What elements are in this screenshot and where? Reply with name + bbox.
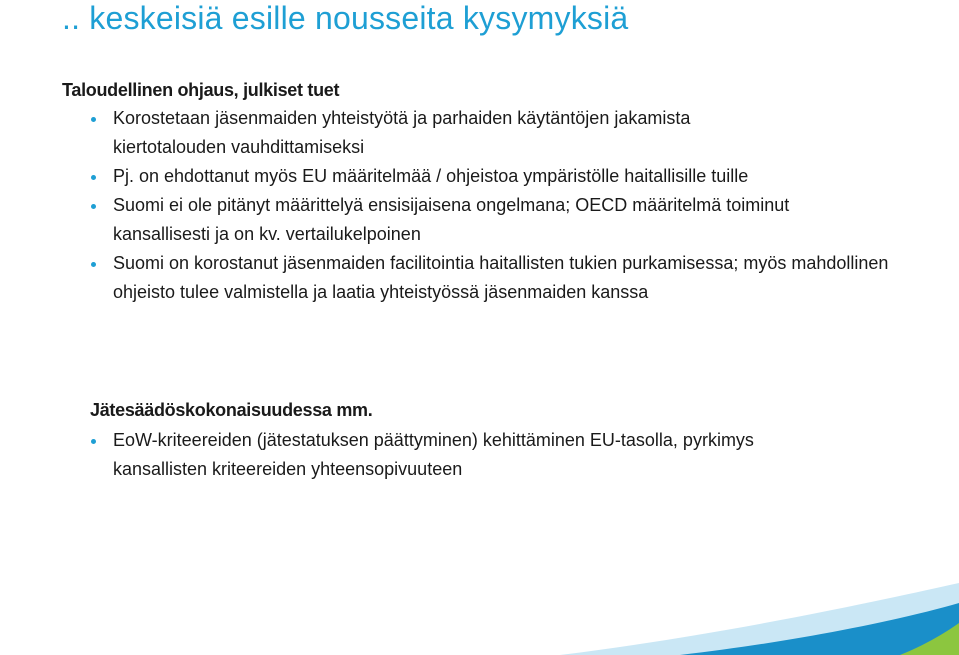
list-item	[0, 162, 900, 191]
bullet-text: Suomi ei ole pitänyt määrittelyä ensisijaisena ongelmana; OECD määritelmä toiminut kansallisesti ja on kv. vertailukelpoinen	[113, 195, 790, 244]
bullet-icon	[91, 175, 96, 180]
list-item	[0, 191, 900, 249]
bullet-icon	[91, 204, 96, 209]
list-item	[0, 249, 900, 307]
bullet-icon	[91, 262, 96, 267]
section-heading-economic-steering: Taloudellinen ohjaus, julkiset tuet	[62, 80, 340, 100]
section-heading-waste-legislation: Jätesäädöskokonaisuudessa mm.	[90, 400, 373, 420]
slide-title: .. keskeisiä esille nousseita kysymyksiä	[62, 0, 629, 36]
bullet-text: EoW-kriteereiden (jätestatuksen päättyminen) kehittäminen EU-tasolla, pyrkimys kansallisten kriteereiden yhteensopivuuteen	[113, 430, 754, 479]
bullet-text: Pj. on ehdottanut myös EU määritelmää / ohjeistoa ympäristölle haitallisille tuille	[113, 166, 749, 186]
bullet-text: Korostetaan jäsenmaiden yhteistyötä ja parhaiden käytäntöjen jakamista kiertotalouden vauhdittamiseksi	[113, 108, 691, 157]
bullet-icon	[91, 439, 96, 444]
bullet-list-economic-steering	[0, 104, 900, 307]
list-item	[0, 426, 900, 484]
corner-swoosh-decoration	[0, 575, 959, 655]
bullet-list-waste-legislation	[0, 426, 900, 484]
bullet-text: Suomi on korostanut jäsenmaiden facilitointia haitallisten tukien purkamisessa; myös mahdollinen ohjeisto tulee valmistella ja laatia yhteistyössä jäsenmaiden kanssa	[113, 253, 889, 302]
list-item	[0, 104, 900, 162]
bullet-icon	[91, 117, 96, 122]
